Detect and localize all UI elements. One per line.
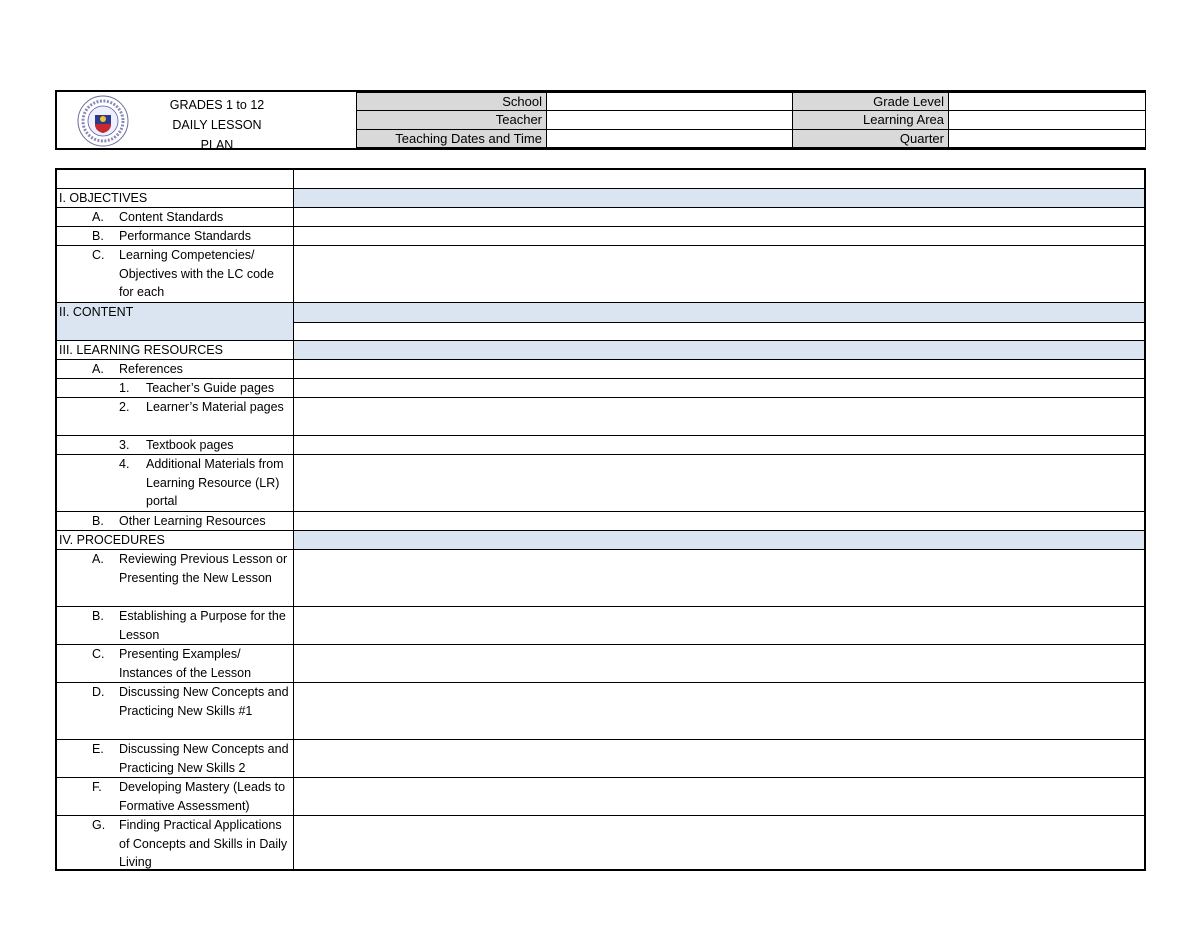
teaching-dates-label: Teaching Dates and Time — [357, 129, 547, 147]
table-row — [57, 550, 1144, 607]
row-label-cell — [57, 683, 294, 739]
learning-competencies-cell[interactable] — [294, 246, 1144, 302]
table-row — [57, 379, 1144, 398]
item-letter: F. — [92, 780, 102, 794]
table-row — [57, 227, 1144, 246]
row-label-cell — [57, 740, 294, 777]
learning-competencies-label: Learning Competencies/ Objectives with the LC code for each — [119, 248, 274, 300]
content-blank-cell[interactable] — [294, 322, 1144, 340]
presenting-examples-label: Presenting Examples/ Instances of the Lesson — [119, 647, 252, 680]
discussing-concepts-2-cell[interactable] — [294, 740, 1144, 777]
performance-standards-label: Performance Standards — [119, 229, 252, 243]
table-row — [57, 398, 1144, 436]
additional-materials-cell[interactable] — [294, 455, 1144, 511]
item-number: 1. — [119, 381, 130, 395]
item-letter: A. — [92, 552, 104, 566]
teacher-label: Teacher — [357, 111, 547, 129]
quarter-field[interactable] — [949, 129, 1146, 147]
objectives-content-cell[interactable] — [294, 189, 1144, 207]
textbook-pages-label: Textbook pages — [146, 438, 234, 452]
learning-area-field[interactable] — [949, 111, 1146, 129]
content-standards-label: Content Standards — [119, 210, 224, 224]
school-label: School — [357, 93, 547, 111]
additional-materials-label: Additional Materials from Learning Resource (LR) portal — [146, 457, 284, 509]
references-label: References — [119, 362, 183, 376]
row-label-cell — [57, 379, 294, 397]
resources-content-cell[interactable] — [294, 341, 1144, 359]
content-standards-cell[interactable] — [294, 208, 1144, 226]
item-letter: G. — [92, 818, 106, 832]
performance-standards-cell[interactable] — [294, 227, 1144, 245]
quarter-label: Quarter — [793, 129, 949, 147]
blank-content-cell[interactable] — [294, 170, 1144, 188]
row-label-cell — [57, 512, 294, 530]
lesson-plan-table — [55, 168, 1146, 871]
section-row-content — [57, 303, 1144, 341]
item-number: 4. — [119, 457, 130, 471]
grade-level-field[interactable] — [949, 93, 1146, 111]
item-letter: E. — [92, 742, 104, 756]
row-label-cell — [57, 778, 294, 815]
blank-label-cell — [57, 170, 294, 188]
teacher-field[interactable] — [547, 111, 793, 129]
discussing-concepts-2-label: Discussing New Concepts and Practicing New Skills 2 — [119, 742, 289, 775]
item-number: 3. — [119, 438, 130, 452]
header-title — [157, 95, 277, 155]
row-label-cell — [57, 360, 294, 378]
reviewing-lesson-cell[interactable] — [294, 550, 1144, 606]
grade-level-label: Grade Level — [793, 93, 949, 111]
developing-mastery-cell[interactable] — [294, 778, 1144, 815]
learners-material-label: Learner’s Material pages — [146, 400, 284, 414]
header-grid-right — [792, 92, 1146, 148]
other-resources-label: Other Learning Resources — [119, 514, 266, 528]
row-label-cell — [57, 436, 294, 454]
developing-mastery-label: Developing Mastery (Leads to Formative Assessment) — [119, 780, 286, 813]
table-row — [57, 246, 1144, 303]
section-row-procedures — [57, 531, 1144, 550]
table-row — [57, 455, 1144, 512]
item-letter: C. — [92, 248, 105, 262]
content-shaded-cell[interactable] — [294, 303, 1144, 322]
item-letter: C. — [92, 647, 105, 661]
references-cell[interactable] — [294, 360, 1144, 378]
header-grid-left — [356, 92, 793, 148]
practical-applications-label: Finding Practical Applications of Concepts and Skills in Daily Living — [119, 818, 288, 870]
discussing-concepts-1-cell[interactable] — [294, 683, 1144, 739]
table-row — [57, 208, 1144, 227]
row-label-cell — [57, 227, 294, 245]
row-label-cell — [57, 208, 294, 226]
lesson-plan-header — [55, 90, 1146, 150]
item-letter: A. — [92, 362, 104, 376]
row-label-cell — [57, 550, 294, 606]
section-title-objectives: I. OBJECTIVES — [57, 189, 294, 207]
item-letter: D. — [92, 685, 105, 699]
row-label-cell — [57, 398, 294, 435]
table-row — [57, 683, 1144, 740]
row-label-cell — [57, 455, 294, 511]
presenting-examples-cell[interactable] — [294, 645, 1144, 682]
deped-seal-icon — [77, 95, 129, 147]
table-row — [57, 436, 1144, 455]
row-label-cell — [57, 816, 294, 869]
table-row — [57, 816, 1144, 869]
section-title-procedures: IV. PROCEDURES — [57, 531, 294, 549]
table-row — [57, 778, 1144, 816]
practical-applications-cell[interactable] — [294, 816, 1144, 869]
discussing-concepts-1-label: Discussing New Concepts and Practicing New Skills #1 — [119, 685, 289, 718]
content-cell[interactable] — [294, 303, 1144, 340]
establishing-purpose-label: Establishing a Purpose for the Lesson — [119, 609, 286, 642]
teachers-guide-cell[interactable] — [294, 379, 1144, 397]
header-title-block — [57, 92, 356, 152]
section-row-objectives — [57, 189, 1144, 208]
table-row — [57, 607, 1144, 645]
table-row — [57, 360, 1144, 379]
header-title-line1: GRADES 1 to 12 — [169, 98, 265, 112]
item-letter: A. — [92, 210, 104, 224]
textbook-pages-cell[interactable] — [294, 436, 1144, 454]
item-letter: B. — [92, 229, 104, 243]
other-resources-cell[interactable] — [294, 512, 1144, 530]
teachers-guide-label: Teacher’s Guide pages — [146, 381, 275, 395]
item-letter: B. — [92, 609, 104, 623]
item-number: 2. — [119, 400, 130, 414]
school-field[interactable] — [547, 93, 793, 111]
row-label-cell — [57, 607, 294, 644]
row-label-cell — [57, 246, 294, 302]
table-row — [57, 740, 1144, 778]
reviewing-lesson-label: Reviewing Previous Lesson or Presenting the New Lesson — [119, 552, 288, 585]
item-letter: B. — [92, 514, 104, 528]
table-row — [57, 170, 1144, 189]
procedures-content-cell[interactable] — [294, 531, 1144, 549]
table-row — [57, 512, 1144, 531]
section-title-resources: III. LEARNING RESOURCES — [57, 341, 294, 359]
section-row-resources — [57, 341, 1144, 360]
section-title-content: II. CONTENT — [57, 303, 294, 340]
table-row — [57, 645, 1144, 683]
teaching-dates-field[interactable] — [547, 129, 793, 147]
header-title-line2: DAILY LESSON PLAN — [172, 118, 262, 152]
establishing-purpose-cell[interactable] — [294, 607, 1144, 644]
learning-area-label: Learning Area — [793, 111, 949, 129]
row-label-cell — [57, 645, 294, 682]
learners-material-cell[interactable] — [294, 398, 1144, 435]
